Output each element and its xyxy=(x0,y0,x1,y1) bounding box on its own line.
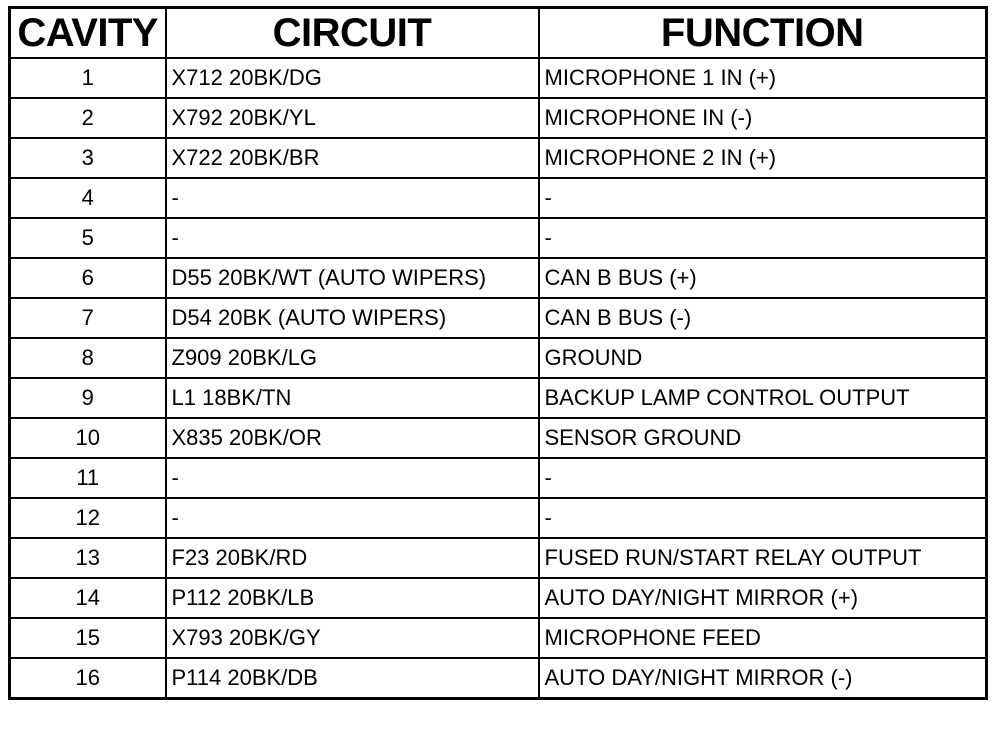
circuit-cell: - xyxy=(166,458,539,498)
pinout-table-container xyxy=(8,6,988,700)
connector-pinout-table xyxy=(8,6,988,700)
cavity-cell: 14 xyxy=(10,578,166,618)
cavity-cell: 3 xyxy=(10,138,166,178)
function-cell: FUSED RUN/START RELAY OUTPUT xyxy=(539,538,987,578)
function-cell: MICROPHONE 2 IN (+) xyxy=(539,138,987,178)
cavity-cell: 16 xyxy=(10,658,166,699)
function-cell: SENSOR GROUND xyxy=(539,418,987,458)
circuit-cell: X722 20BK/BR xyxy=(166,138,539,178)
cavity-cell: 4 xyxy=(10,178,166,218)
function-cell: MICROPHONE 1 IN (+) xyxy=(539,58,987,98)
header-function: FUNCTION xyxy=(539,8,987,59)
table-row xyxy=(10,498,987,538)
cavity-cell: 2 xyxy=(10,98,166,138)
cavity-cell: 8 xyxy=(10,338,166,378)
circuit-cell: - xyxy=(166,218,539,258)
circuit-cell: L1 18BK/TN xyxy=(166,378,539,418)
table-row xyxy=(10,458,987,498)
circuit-cell: X712 20BK/DG xyxy=(166,58,539,98)
function-cell: GROUND xyxy=(539,338,987,378)
table-body xyxy=(10,58,987,699)
circuit-cell: P112 20BK/LB xyxy=(166,578,539,618)
cavity-cell: 13 xyxy=(10,538,166,578)
cavity-cell: 9 xyxy=(10,378,166,418)
table-row xyxy=(10,58,987,98)
cavity-cell: 1 xyxy=(10,58,166,98)
function-cell: BACKUP LAMP CONTROL OUTPUT xyxy=(539,378,987,418)
table-row xyxy=(10,178,987,218)
table-row xyxy=(10,138,987,178)
cavity-cell: 7 xyxy=(10,298,166,338)
cavity-cell: 12 xyxy=(10,498,166,538)
circuit-cell: Z909 20BK/LG xyxy=(166,338,539,378)
table-row xyxy=(10,258,987,298)
function-cell: AUTO DAY/NIGHT MIRROR (-) xyxy=(539,658,987,699)
cavity-cell: 5 xyxy=(10,218,166,258)
cavity-cell: 15 xyxy=(10,618,166,658)
circuit-cell: - xyxy=(166,178,539,218)
table-row xyxy=(10,98,987,138)
function-cell: AUTO DAY/NIGHT MIRROR (+) xyxy=(539,578,987,618)
function-cell: CAN B BUS (+) xyxy=(539,258,987,298)
cavity-cell: 11 xyxy=(10,458,166,498)
table-row xyxy=(10,418,987,458)
function-cell: - xyxy=(539,458,987,498)
circuit-cell: D54 20BK (AUTO WIPERS) xyxy=(166,298,539,338)
table-row xyxy=(10,338,987,378)
function-cell: MICROPHONE FEED xyxy=(539,618,987,658)
function-cell: - xyxy=(539,498,987,538)
table-row xyxy=(10,578,987,618)
header-circuit: CIRCUIT xyxy=(166,8,539,59)
cavity-cell: 6 xyxy=(10,258,166,298)
function-cell: CAN B BUS (-) xyxy=(539,298,987,338)
circuit-cell: X793 20BK/GY xyxy=(166,618,539,658)
table-header xyxy=(10,8,987,59)
circuit-cell: D55 20BK/WT (AUTO WIPERS) xyxy=(166,258,539,298)
function-cell: MICROPHONE IN (-) xyxy=(539,98,987,138)
function-cell: - xyxy=(539,218,987,258)
circuit-cell: F23 20BK/RD xyxy=(166,538,539,578)
table-row xyxy=(10,658,987,699)
table-row xyxy=(10,538,987,578)
header-cavity: CAVITY xyxy=(10,8,166,59)
circuit-cell: X792 20BK/YL xyxy=(166,98,539,138)
table-row xyxy=(10,378,987,418)
header-row xyxy=(10,8,987,59)
circuit-cell: X835 20BK/OR xyxy=(166,418,539,458)
table-row xyxy=(10,298,987,338)
table-row xyxy=(10,218,987,258)
cavity-cell: 10 xyxy=(10,418,166,458)
function-cell: - xyxy=(539,178,987,218)
circuit-cell: - xyxy=(166,498,539,538)
circuit-cell: P114 20BK/DB xyxy=(166,658,539,699)
table-row xyxy=(10,618,987,658)
